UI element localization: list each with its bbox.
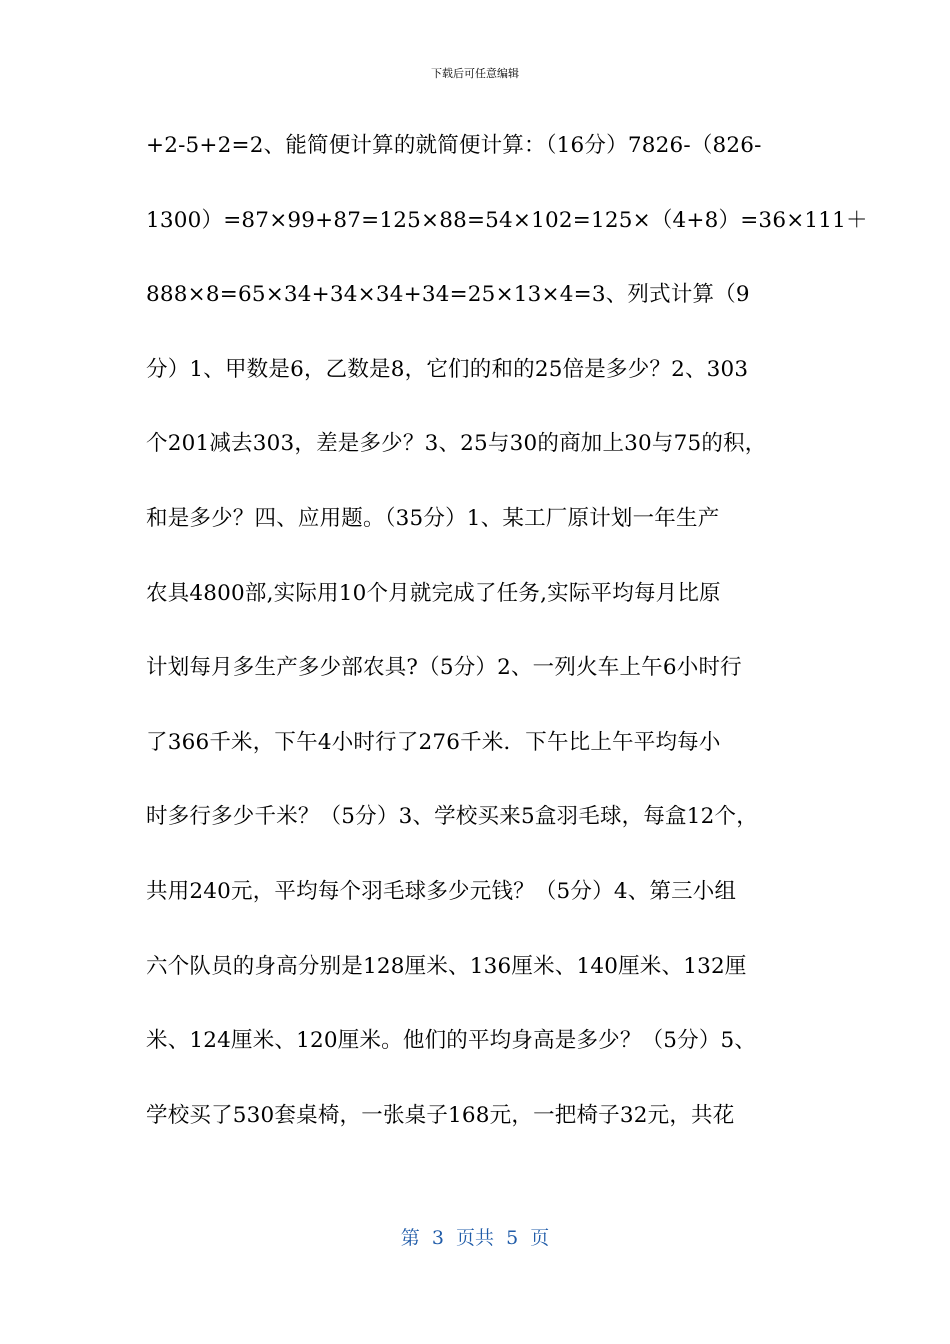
page-header: 下载后可任意编辑: [431, 67, 519, 80]
body-line-14: 学校买了530套桌椅，一张桌子168元，一把椅子32元，共花: [146, 1102, 735, 1128]
body-line-13: 米、124厘米、120厘米。他们的平均身高是多少？（5分）5、: [146, 1028, 757, 1054]
page-number-footer: 第 3 页共 5 页: [400, 1227, 550, 1249]
body-line-2: 1300）=87×99+87=125×88=54×102=125×（4+8）=36×111＋: [146, 207, 868, 233]
document-body: [146, 124, 868, 1168]
body-line-9: 了366千米，下午4小时行了276千米．下午比上午平均每小: [146, 729, 721, 755]
body-line-6: 和是多少？四、应用题。（35分）1、某工厂原计划一年生产: [146, 505, 720, 531]
body-line-10: 时多行多少千米？（5分）3、学校买来5盒羽毛球，每盒12个，: [146, 804, 758, 830]
body-line-8: 计划每月多生产多少部农具?（5分）2、一列火车上午6小时行: [146, 655, 742, 681]
body-line-5: 个201减去303，差是多少？3、25与30的商加上30与75的积，: [146, 431, 767, 457]
body-line-4: 分）1、甲数是6，乙数是8，它们的和的25倍是多少？2、303: [146, 356, 749, 382]
body-line-11: 共用240元，平均每个羽毛球多少元钱？（5分）4、第三小组: [146, 878, 737, 904]
body-line-1: +2-5+2=2、能简便计算的就简便计算：（16分）7826-（826-: [146, 133, 762, 158]
body-line-3: 888×8=65×34+34×34+34=25×13×4=3、列式计算（9: [146, 282, 750, 308]
body-line-12: 六个队员的身高分别是128厘米、136厘米、140厘米、132厘: [146, 953, 747, 979]
body-line-7: 农具4800部,实际用10个月就完成了任务,实际平均每月比原: [146, 580, 721, 606]
